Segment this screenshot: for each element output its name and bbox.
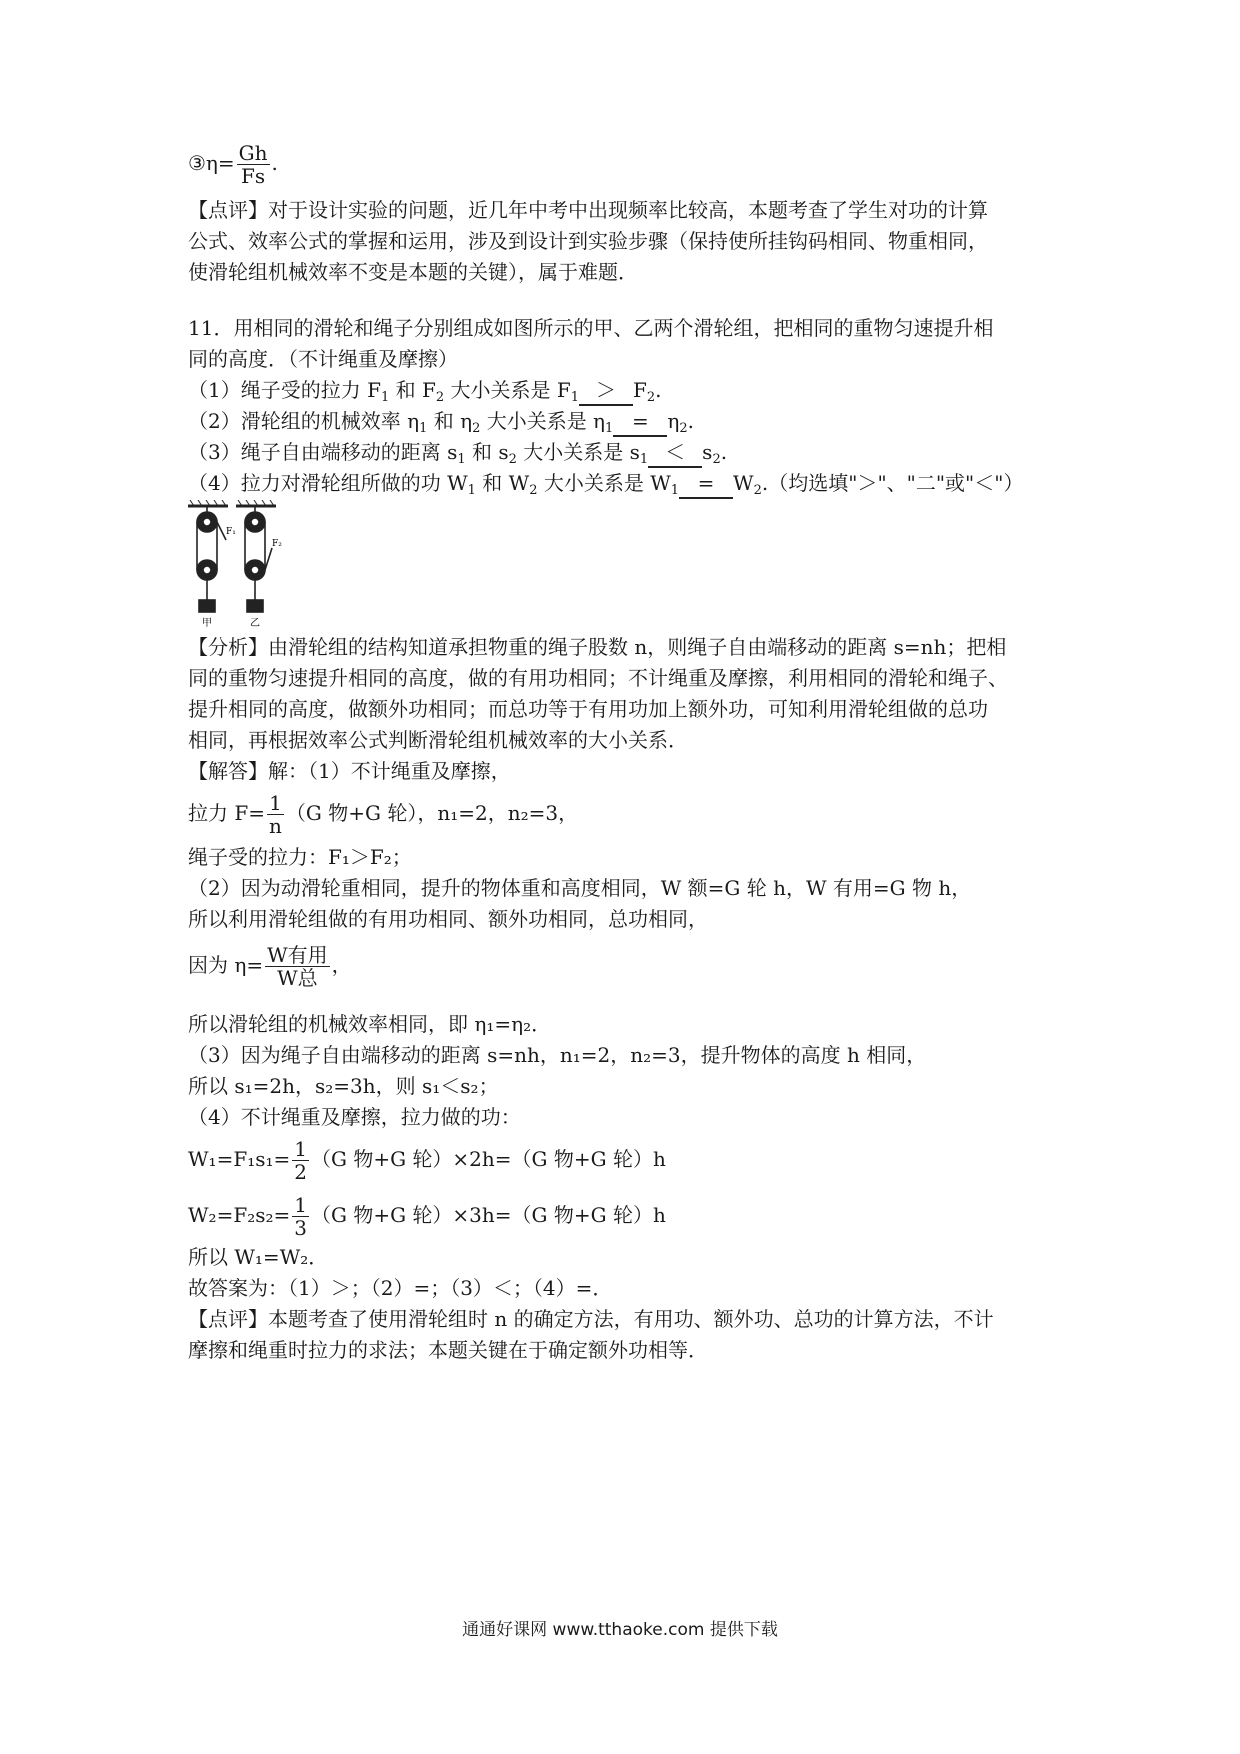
fraction: $\frac{\text{W有用}}{\text{W总}}$: [267, 943, 328, 990]
question-11-line-1: 11．用相同的滑轮和绳子分别组成如图所示的甲、乙两个滑轮组，把相同的重物匀速提升相: [188, 316, 994, 340]
solution-line-5: 所以利用滑轮组做的有用功相同、额外功相同，总功相同，: [188, 907, 708, 931]
solution-line-4: （2）因为动滑轮重相同，提升的物体重和高度相同，W 额=G 轮 h，W 有用=G 物 h，: [188, 876, 972, 900]
answer-blank: =: [613, 407, 667, 437]
analysis-line-4: 相同，再根据效率公式判断滑轮组机械效率的大小关系．: [188, 728, 688, 752]
subquestion-2: （2）滑轮组的机械效率 $\eta_1$ 和 $\eta_2$ 大小关系是 $\eta_1 = \eta_2$.: [188, 409, 694, 436]
review-line-1: 【点评】本题考查了使用滑轮组时 n 的确定方法，有用功、额外功、总功的计算方法，不计: [188, 1307, 994, 1331]
formula-eta: 因为 η= $\frac{\text{W有用}}{\text{W总}}$ ，: [188, 943, 352, 990]
analysis-line-2: 同的重物匀速提升相同的高度，做的有用功相同；不计绳重及摩擦，利用相同的滑轮和绳子、: [188, 666, 1008, 690]
fraction: $\frac{Gh}{Fs}$: [238, 141, 268, 188]
subquestion-1: （1）绳子受的拉力 $F_1$ 和 $F_2$ 大小关系是 $F_1 > F_2$.: [188, 378, 662, 405]
formula-w1: W₁=F₁s₁= $\frac{1}{2}$ （G 物+G 轮）×2h=（G 物+G 轮）h: [188, 1137, 666, 1184]
comment-line-1: 【点评】对于设计实验的问题，近几年中考中出现频率比较高，本题考查了学生对功的计算: [188, 198, 988, 222]
solution-line-3: 绳子受的拉力：F₁＞F₂；: [188, 845, 412, 869]
formula-prefix: ③η=: [188, 151, 235, 175]
formula-force: 拉力 F= $\frac{1}{n}$ （G 物+G 轮），n₁=2，n₂=3，: [188, 791, 579, 838]
analysis-line-1: 【分析】由滑轮组的结构知道承担物重的绳子股数 n，则绳子自由端移动的距离 s=nh；把相: [188, 635, 1007, 659]
label-yi: 乙: [250, 618, 260, 629]
label-f2: F₂: [272, 539, 282, 549]
solution-line-13: 所以 W₁=W₂．: [188, 1245, 329, 1269]
label-jia: 甲: [202, 618, 212, 629]
comment-line-3: 使滑轮组机械效率不变是本题的关键），属于难题．: [188, 260, 638, 284]
fraction: $\frac{1}{2}$: [294, 1137, 307, 1184]
fraction: $\frac{1}{n}$: [269, 791, 282, 838]
answer-summary: 故答案为：（1）＞；（2）=；（3）＜；（4）=．: [188, 1276, 613, 1300]
pulley-figure: [186, 500, 296, 630]
formula-efficiency: ③η= $\frac{Gh}{Fs}$ .: [188, 141, 278, 188]
solution-line-8: （3）因为绳子自由端移动的距离 s=nh，n₁=2，n₂=3，提升物体的高度 h 相同，: [188, 1043, 927, 1067]
analysis-line-3: 提升相同的高度，做额外功相同；而总功等于有用功加上额外功，可知利用滑轮组做的总功: [188, 697, 988, 721]
solution-line-9: 所以 s₁=2h，s₂=3h，则 s₁＜s₂；: [188, 1074, 499, 1098]
answer-blank: =: [679, 469, 733, 499]
solution-line-7: 所以滑轮组的机械效率相同，即 η₁=η₂．: [188, 1012, 552, 1036]
review-line-2: 摩擦和绳重时拉力的求法；本题关键在于确定额外功相等．: [188, 1338, 708, 1362]
subquestion-3: （3）绳子自由端移动的距离 $s_1$ 和 $s_2$ 大小关系是 $s_1 < s_2$.: [188, 440, 728, 467]
label-f1: F₁: [226, 527, 236, 537]
answer-blank: ＜: [648, 438, 702, 468]
question-11-line-2: 同的高度．（不计绳重及摩擦）: [188, 347, 458, 371]
comment-line-2: 公式、效率公式的掌握和运用，涉及到设计到实验步骤（保持使所挂钩码相同、物重相同，: [188, 229, 988, 253]
solution-line-1: 【解答】解：（1）不计绳重及摩擦，: [188, 759, 511, 783]
formula-w2: W₂=F₂s₂= $\frac{1}{3}$ （G 物+G 轮）×3h=（G 物+G 轮）h: [188, 1193, 666, 1240]
footer-text: 通通好课网 www.tthaoke.com 提供下载: [462, 1620, 778, 1640]
solution-line-10: （4）不计绳重及摩擦，拉力做的功：: [188, 1105, 521, 1129]
fraction: $\frac{1}{3}$: [294, 1193, 307, 1240]
answer-blank: ＞: [579, 376, 633, 406]
subquestion-4: （4）拉力对滑轮组所做的功 $W_1$ 和 $W_2$ 大小关系是 $W_1 = W_2$.（均选填"＞"、"二"或"＜"）: [188, 471, 1024, 498]
